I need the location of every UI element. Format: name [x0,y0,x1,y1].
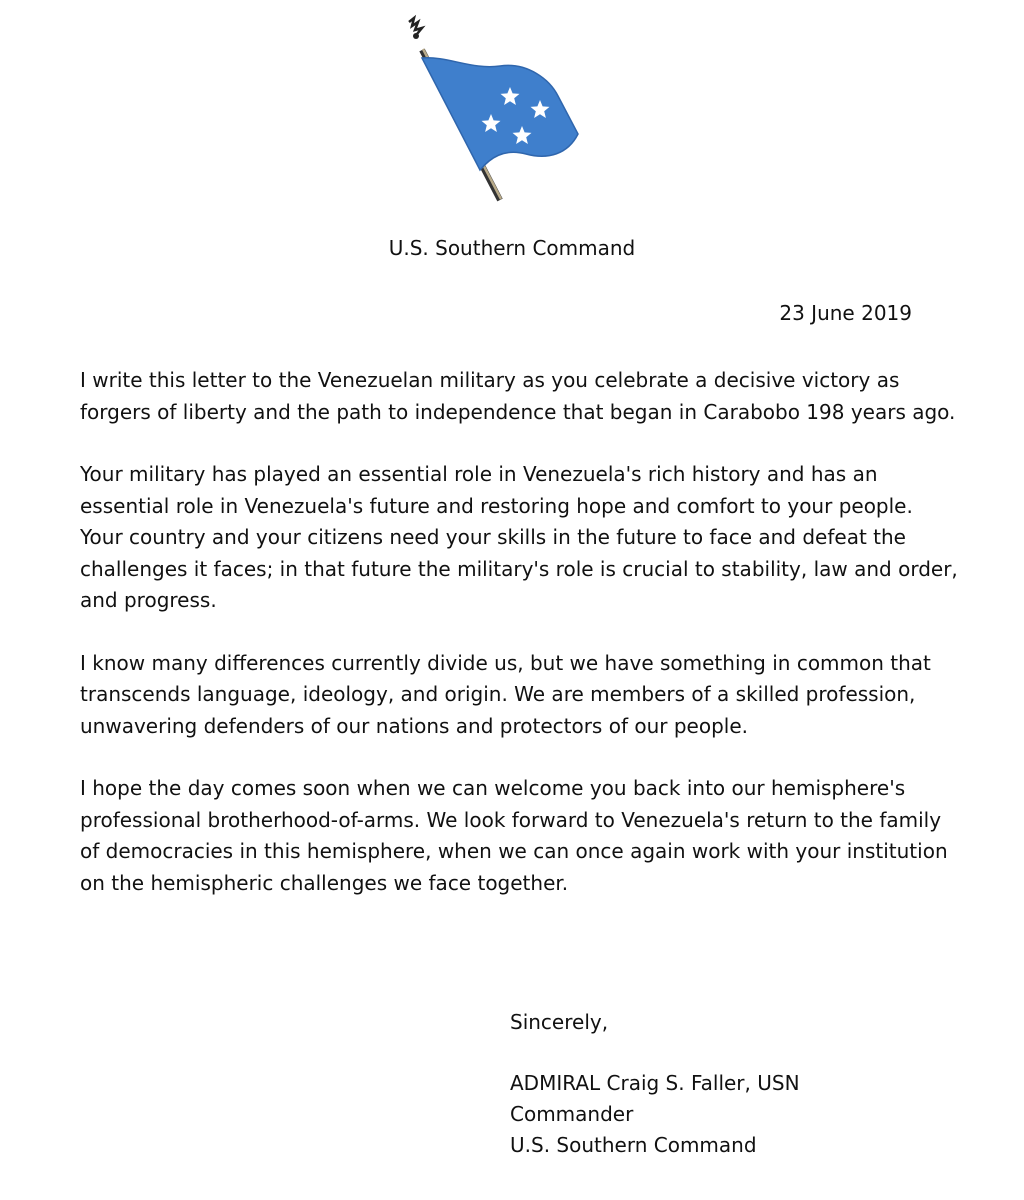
signatory-organization: U.S. Southern Command [510,1133,757,1157]
signature-block [510,1068,800,1161]
paragraph: Your military has played an essential role in Venezuela's rich history and has an essential role in Venezuela's future and restoring hope and comfort to your people. Your country and your citizens need your skills in the future to face and defeat the challenges it faces; in that future the military's role is crucial to stability, law and order, and progress. [80,462,958,612]
closing: Sincerely, [510,1010,609,1034]
four-star-admiral-flag-icon [400,14,600,214]
signatory-title: Commander [510,1102,634,1126]
paragraph: I write this letter to the Venezuelan military as you celebrate a decisive victory as forgers of liberty and the path to independence that began in Carabobo 198 years ago. [80,368,956,424]
paragraph: I know many differences currently divide us, but we have something in common that transcends language, ideology, and origin. We are members of a skilled profession, unwavering defenders of our nations and protectors of our people. [80,650,931,738]
letterhead-organization: U.S. Southern Command [388,236,636,260]
paragraph: I hope the day comes soon when we can welcome you back into our hemisphere's professional brotherhood-of-arms. We look forward to Venezuela's return to the family of democracies in this hemisphere, when we can once again work with your institution on the hemispheric challenges we face together. [80,776,948,895]
letter-date: 23 June 2019 [779,301,912,325]
signatory-name: ADMIRAL Craig S. Faller, USN [510,1071,800,1095]
letter-body [80,365,960,930]
